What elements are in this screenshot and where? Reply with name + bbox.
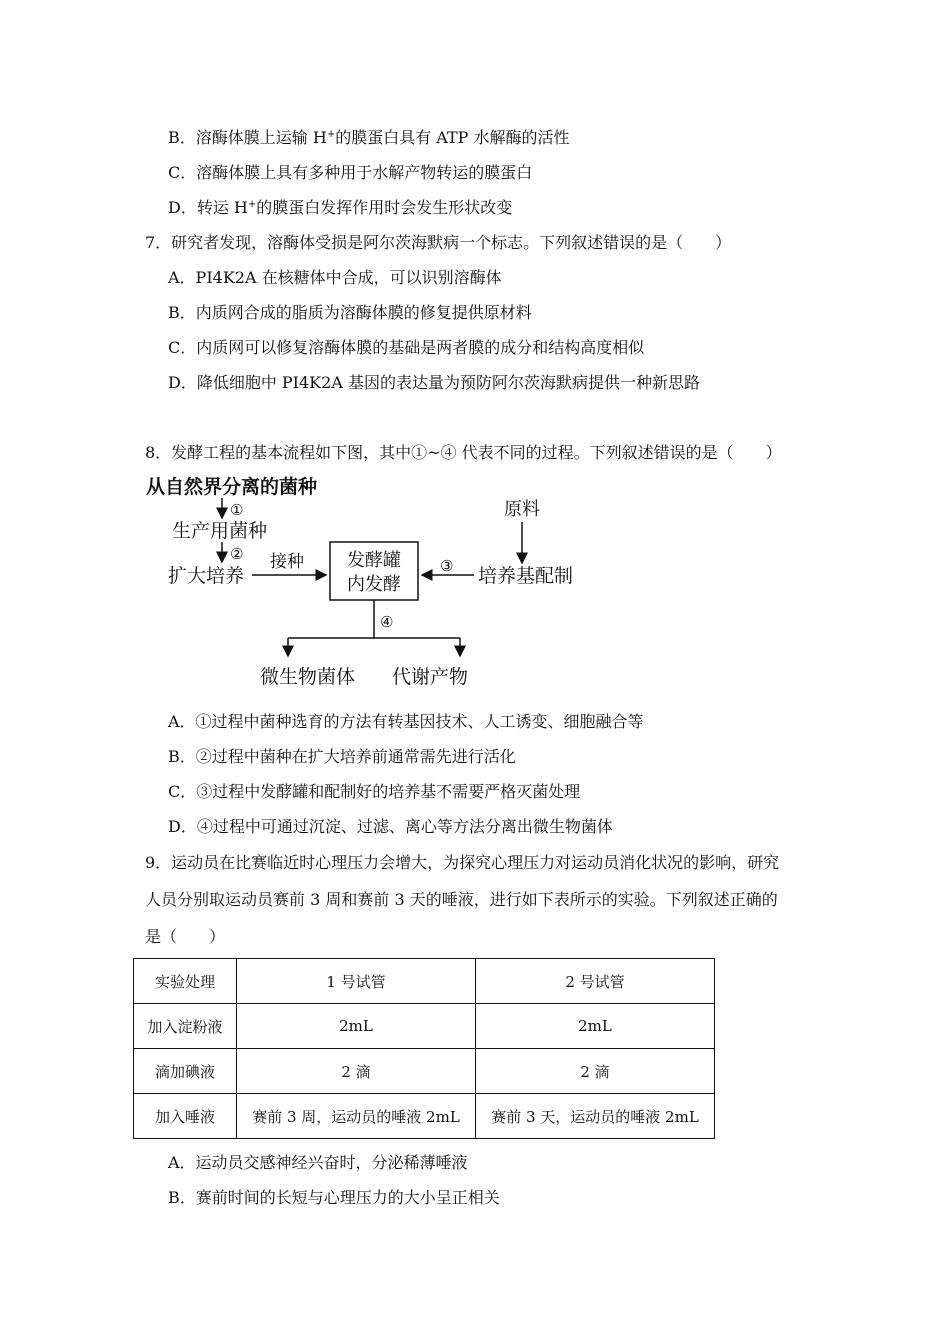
diagram-step3-label: ③ [440,557,454,575]
diagram-production-label: 生产用菌种 [172,520,268,542]
diagram-inoculate-label: 接种 [270,552,304,572]
diagram-ferment-line2: 内发酵 [347,574,401,595]
table-header-cell: 2 号试管 [476,959,715,1004]
table-row [134,1049,715,1094]
table-cell: 加入唾液 [134,1094,237,1139]
diagram-metabolites-label: 代谢产物 [392,666,469,688]
q7-option-b: B．内质网合成的脂质为溶酶体膜的修复提供原材料 [168,303,532,322]
table-cell: 2 滴 [237,1049,476,1094]
q9-stem-line1: 9．运动员在比赛临近时心理压力会增大，为探究心理压力对运动员消化状况的影响，研究 [145,853,780,872]
table-cell: 赛前 3 周，运动员的唾液 2mL [237,1094,476,1139]
q6-option-d: D．转运 H+的膜蛋白发挥作用时会发生形状改变 [168,198,513,217]
diagram-source-label: 从自然界分离的菌种 [146,476,318,498]
q6-option-c: C．溶酶体膜上具有多种用于水解产物转运的膜蛋白 [168,163,533,182]
table-header-row [134,959,715,1004]
diagram-step1-label: ① [230,501,244,519]
table-cell: 加入淀粉液 [134,1004,237,1049]
table-row [134,1004,715,1049]
q9-stem-line3: 是（ ） [145,927,226,946]
q6-option-b: B．溶酶体膜上运输 H+的膜蛋白具有 ATP 水解酶的活性 [168,128,570,147]
q9-option-b: B．赛前时间的长短与心理压力的大小呈正相关 [168,1188,500,1207]
diagram-step4-label: ④ [380,613,394,631]
fermentation-flow-diagram [140,470,600,695]
q7-option-c: C．内质网可以修复溶酶体膜的基础是两者膜的成分和结构高度相似 [168,338,645,357]
table-row [134,1094,715,1139]
table-header-cell: 1 号试管 [237,959,476,1004]
q8-option-d: D．④过程中可通过沉淀、过滤、离心等方法分离出微生物菌体 [168,817,613,836]
table-cell: 2mL [237,1004,476,1049]
diagram-ferment-line1: 发酵罐 [347,550,401,571]
table-cell: 2mL [476,1004,715,1049]
q8-option-b: B．②过程中菌种在扩大培养前通常需先进行活化 [168,747,516,766]
diagram-step2-label: ② [230,545,244,563]
diagram-microbes-label: 微生物菌体 [260,666,356,688]
q8-option-c: C．③过程中发酵罐和配制好的培养基不需要严格灭菌处理 [168,782,581,801]
table-cell: 滴加碘液 [134,1049,237,1094]
diagram-raw-label: 原料 [504,499,540,520]
q8-option-a: A．①过程中菌种选育的方法有转基因技术、人工诱变、细胞融合等 [168,712,644,731]
experiment-table [133,958,715,1139]
table-cell: 2 滴 [476,1049,715,1094]
table-cell: 赛前 3 天，运动员的唾液 2mL [476,1094,715,1139]
diagram-medium-label: 培养基配制 [478,565,574,587]
q7-option-d: D．降低细胞中 PI4K2A 基因的表达量为预防阿尔茨海默病提供一种新思路 [168,373,700,392]
q8-stem: 8．发酵工程的基本流程如下图，其中①~④ 代表不同的过程。下列叙述错误的是（ ） [145,443,782,462]
q7-option-a: A．PI4K2A 在核糖体中合成，可以识别溶酶体 [168,268,502,287]
diagram-expand-label: 扩大培养 [168,565,245,587]
q9-option-a: A．运动员交感神经兴奋时，分泌稀薄唾液 [168,1153,468,1172]
q7-stem: 7．研究者发现，溶酶体受损是阿尔茨海默病一个标志。下列叙述错误的是（ ） [145,233,732,252]
table-header-cell: 实验处理 [134,959,237,1004]
q9-stem-line2: 人员分别取运动员赛前 3 周和赛前 3 天的唾液，进行如下表所示的实验。下列叙述正确的 [145,890,778,909]
